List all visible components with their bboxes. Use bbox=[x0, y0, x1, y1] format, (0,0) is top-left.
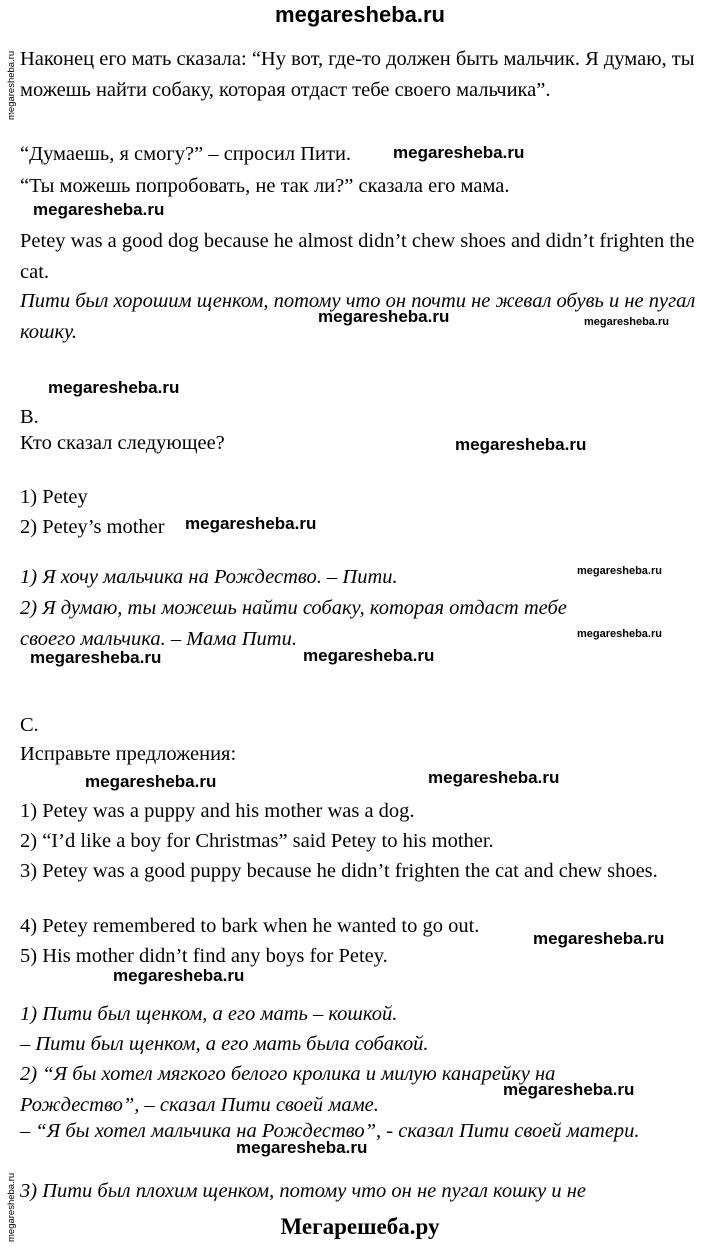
watermark-13: megaresheba.ru bbox=[236, 1138, 368, 1157]
watermark-header: megaresheba.ru bbox=[275, 2, 445, 27]
watermark-vertical-bottom: megaresheba.ru bbox=[6, 1172, 17, 1242]
watermark-9: megaresheba.ru bbox=[428, 768, 560, 787]
watermark-2: megaresheba.ru bbox=[33, 200, 165, 219]
watermark-3: megaresheba.ru bbox=[318, 307, 450, 326]
watermark-5: megaresheba.ru bbox=[455, 435, 587, 454]
watermark-small-1: megaresheba.ru bbox=[584, 316, 669, 328]
paragraph-piti-good-ru: Пити был хорошим щенком, потому что он почти не жевал обувь и не пугал кошку. bbox=[20, 290, 696, 343]
watermark-small-2: megaresheba.ru bbox=[577, 565, 662, 577]
b-item-1: 1) Petey bbox=[20, 486, 88, 508]
watermark-12: megaresheba.ru bbox=[503, 1080, 635, 1099]
watermark-4: megaresheba.ru bbox=[48, 378, 180, 397]
watermark-10: megaresheba.ru bbox=[533, 929, 665, 948]
paragraph-petey-good-en: Petey was a good dog because he almost didn’t chew shoes and didn’t frighten the cat. bbox=[20, 230, 695, 283]
c-item-5: 5) His mother didn’t find any boys for Petey. bbox=[20, 945, 388, 967]
paragraph-mother-said: Наконец его мать сказала: “Ну вот, где-то должен быть мальчик. Я думаю, ты можешь найти собаку, которая отдаст тебе своего мальчика”. bbox=[20, 48, 695, 101]
b-answer-2: 2) Я думаю, ты можешь найти собаку, которая отдаст тебе своего мальчика. – Мама Пити. bbox=[20, 597, 567, 650]
watermark-small-3: megaresheba.ru bbox=[577, 628, 662, 640]
section-c-label: C. bbox=[20, 714, 39, 736]
footer-brand: Мегарешеба.ру bbox=[280, 1214, 440, 1239]
line-poprobovat: “Ты можешь попробовать, не так ли?” сказала его мама. bbox=[20, 175, 510, 197]
c-answer-1a: 1) Пити был щенком, а его мать – кошкой. bbox=[20, 1003, 398, 1025]
section-c-title: Исправьте предложения: bbox=[20, 743, 237, 765]
watermark-vertical-top: megaresheba.ru bbox=[6, 50, 17, 120]
watermark-inline-1: megaresheba.ru bbox=[393, 143, 525, 162]
section-b-label: B. bbox=[20, 406, 39, 428]
watermark-6: megaresheba.ru bbox=[30, 648, 162, 667]
c-answer-3: 3) Пити был плохим щенком, потому что он не пугал кошку и не bbox=[20, 1180, 587, 1202]
watermark-11: megaresheba.ru bbox=[113, 966, 245, 985]
c-item-3: 3) Petey was a good puppy because he didn’t frighten the cat and chew shoes. bbox=[20, 860, 658, 882]
b-item-2: 2) Petey’s mother bbox=[20, 516, 165, 538]
watermark-inline-2: megaresheba.ru bbox=[185, 514, 317, 533]
c-answer-2a: 2) “Я бы хотел мягкого белого кролика и милую канарейку на Рождество”, – сказал Пити своей маме. bbox=[20, 1063, 556, 1116]
c-answer-1b: – Пити был щенком, а его мать была собакой. bbox=[20, 1033, 429, 1055]
c-answer-2b: – “Я бы хотел мальчика на Рождество”, - сказал Пити своей матери. bbox=[20, 1120, 640, 1142]
c-item-4: 4) Petey remembered to bark when he wanted to go out. bbox=[20, 915, 480, 937]
line-dumaesh: “Думаешь, я смогу?” – спросил Пити. bbox=[20, 143, 352, 165]
c-item-2: 2) “I’d like a boy for Christmas” said Petey to his mother. bbox=[20, 830, 494, 852]
b-answer-1: 1) Я хочу мальчика на Рождество. – Пити. bbox=[20, 566, 398, 588]
watermark-7: megaresheba.ru bbox=[303, 646, 435, 665]
watermark-8: megaresheba.ru bbox=[85, 772, 217, 791]
section-b-title: Кто сказал следующее? bbox=[20, 432, 225, 454]
c-item-1: 1) Petey was a puppy and his mother was a dog. bbox=[20, 800, 415, 822]
